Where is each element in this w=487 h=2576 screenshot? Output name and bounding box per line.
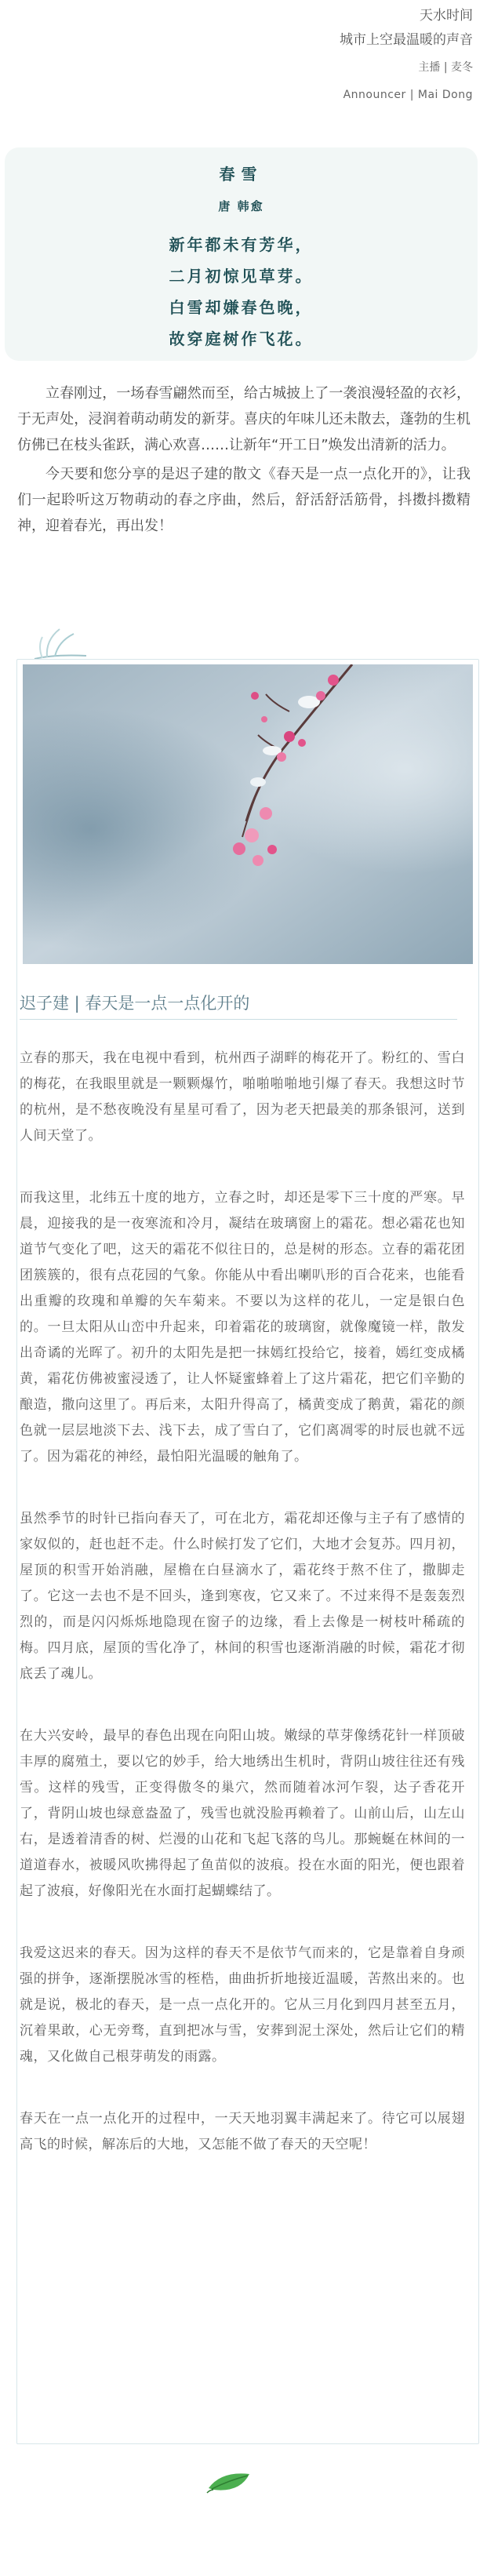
intro-text <box>17 380 471 542</box>
poem-author: 唐 韩愈 <box>218 199 264 213</box>
program-title: 天水时间 <box>420 8 473 24</box>
poem-line: 二月初惊见草芽。 <box>169 267 314 286</box>
article-frame <box>16 659 479 2444</box>
poem-line: 故穿庭树作飞花。 <box>169 329 314 348</box>
article-paragraph: 在大兴安岭，最早的春色出现在向阳山坡。嫩绿的草芽像绣花针一样顶破丰厚的腐殖土，要以它的妙手，给大地绣出生机时，背阴山坡往往还有残雪。这样的残雪，正变得傲冬的巢穴，然而随着冰河乍裂，达子香花开了，背阴山坡也绿意盎盈了，残雪也就没脸再赖着了。山前山后，山左山右，是透着清香的树、烂漫的山花和飞起飞落的鸟儿。那蜿蜒在林间的一道道春水，被暖风吹拂得起了鱼苗似的波痕。投在水面的阳光，便也跟着起了波痕，好像阳光在水面打起蝴蝶结了。 <box>20 1728 465 1899</box>
article-paragraph: 春天在一点一点化开的过程中，一天天地羽翼丰满起来了。待它可以展翅高飞的时候，解冻后的大地，又怎能不做了春天的天空呢！ <box>20 2111 465 2152</box>
program-subtitle: 城市上空最温暖的声音 <box>340 32 473 48</box>
article-body <box>20 1046 465 2194</box>
intro-paragraph: 立春刚过，一场春雪翩然而至，给古城披上了一袭浪漫轻盈的衣衫，于无声处，浸润着萌动萌发的新芽。喜庆的年味儿还未散去，蓬勃的生机仿佛已在枝头雀跃，满心欢喜……让新年“开工日”焕发出清新的活力。 <box>17 385 471 453</box>
leaf-icon <box>205 2469 253 2499</box>
poem-lines <box>5 229 478 355</box>
announcer-label-en: Announcer | Mai Dong <box>343 89 473 101</box>
header <box>340 5 473 108</box>
intro-paragraph: 今天要和您分享的是迟子建的散文《春天是一点一点化开的》，让我们一起聆听这万物萌动的春之序曲，然后，舒活舒活筋骨，抖擞抖擞精神，迎着春光，再出发！ <box>17 466 471 534</box>
poem-card <box>5 147 478 361</box>
article-paragraph: 我爱这迟来的春天。因为这样的春天不是依节气而来的，它是靠着自身顽强的拼争，逐渐摆脱冰雪的桎梏，曲曲折折地接近温暖，苦熬出来的。也就是说，极北的春天，是一点一点化开的。它从三月化到四月甚至五月，沉着果敢，心无旁骛，直到把冰与雪，安葬到泥土深处，然后让它们的精魂，又化做自己根芽萌发的雨露。 <box>20 1945 465 2065</box>
article-paragraph: 虽然季节的时针已指向春天了，可在北方，霜花却还像与主子有了感情的家奴似的，赶也赶不走。什么时候打发了它们，大地才会复苏。四月初，屋顶的积雪开始消融，屋檐在白昼滴水了，霜花终于熬不住了，撒脚走了。它这一去也不是不回头，逢到寒夜，它又来了。不过来得不是轰轰烈烈的，而是闪闪烁烁地隐现在窗子的边缘，看上去像是一树枝叶稀疏的梅。四月底，屋顶的雪化净了，林间的积雪也逐渐消融的时候，霜花才彻底丢了魂儿。 <box>20 1511 465 1682</box>
title-divider <box>20 1019 457 1020</box>
poem-title: 春雪 <box>219 165 263 184</box>
article-title: 迟子建 | 春天是一点一点化开的 <box>20 994 250 1013</box>
announcer-label: 主播 | 麦冬 <box>418 61 473 74</box>
article-paragraph: 立春的那天，我在电视中看到，杭州西子湖畔的梅花开了。粉红的、雪白的梅花，在我眼里就是一颗颗爆竹，啪啪啪啪地引爆了春天。我想这时节的杭州，是不愁夜晚没有星星可看了，因为老天把最美的那条银河，送到人间天堂了。 <box>20 1050 465 1144</box>
article-paragraph: 而我这里，北纬五十度的地方，立春之时，却还是零下三十度的严寒。早晨，迎接我的是一夜寒流和冷月，凝结在玻璃窗上的霜花。想必霜花也知道节气变化了吧，这天的霜花不似往日的，总是树的形态。立春的霜花团团簇簇的，很有点花园的气象。你能从中看出喇叭形的百合花来，也能看出重瓣的玫瑰和单瓣的矢车菊来。不要以为这样的花儿，一定是银白色的。一旦太阳从山峦中升起来，印着霜花的玻璃窗，就像魔镜一样，散发出奇谲的光晖了。初升的太阳先是把一抹嫣红投给它，接着，嫣红变成橘黄，霜花仿佛被蜜浸透了，让人怀疑蜜蜂着上了这片霜花，把它们辛勤的酿造，撒向这里了。再后来，太阳升得高了，橘黄变成了鹅黄，霜花的颜色就一层层地淡下去、浅下去，成了雪白了，它们离凋零的时辰也就不远了。因为霜花的神经，最怕阳光温暖的触角了。 <box>20 1190 465 1464</box>
poem-line: 白雪却嫌春色晚， <box>169 298 314 317</box>
poem-line: 新年都未有芳华， <box>169 235 314 254</box>
plum-blossom-snow-photo <box>23 664 473 964</box>
